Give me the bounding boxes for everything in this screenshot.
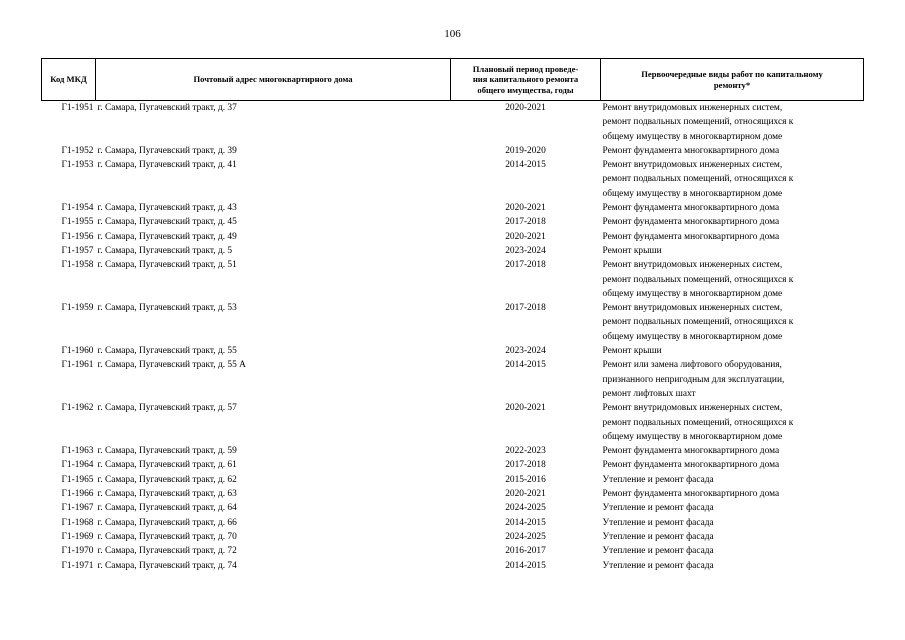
cell-address: г. Самара, Пугачевский тракт, д. 63: [97, 489, 237, 500]
table-row: [42, 158, 864, 201]
cell-address: г. Самара, Пугачевский тракт, д. 72: [97, 546, 237, 557]
cell-address: г. Самара, Пугачевский тракт, д. 49: [97, 231, 237, 242]
cell-period: 2024-2025: [505, 503, 546, 514]
cell-code: Г1-1956: [61, 231, 94, 242]
table-row: [42, 401, 864, 444]
works-line: Ремонт фундамента многоквартирного дома: [602, 145, 780, 156]
cell-address: г. Самара, Пугачевский тракт, д. 43: [97, 203, 237, 214]
cell-period: 2017-2018: [505, 460, 546, 471]
cell-works: [601, 201, 864, 215]
works-line: общему имуществу в многоквартирном доме: [602, 431, 783, 442]
cell-period: 2017-2018: [505, 260, 546, 271]
table-row: [42, 516, 864, 530]
works-line: Ремонт внутридомовых инженерных систем,: [602, 160, 783, 171]
cell-address: г. Самара, Пугачевский тракт, д. 39: [97, 145, 237, 156]
cell-works: [601, 458, 864, 472]
cell-period: 2014-2015: [505, 160, 546, 171]
cell-period: 2016-2017: [505, 546, 546, 557]
table-row: [42, 544, 864, 558]
cell-code: Г1-1963: [61, 446, 94, 457]
works-line: Утепление и ремонт фасада: [602, 503, 714, 514]
cell-period: 2017-2018: [505, 303, 546, 314]
table-row: [42, 530, 864, 544]
works-line: общему имуществу в многоквартирном доме: [602, 288, 783, 299]
cell-code: Г1-1967: [61, 503, 94, 514]
header-period-line: Плановый период проведе-: [472, 63, 579, 74]
header-code: Код МКД: [42, 59, 96, 101]
header-works-line: ремонту*: [713, 79, 751, 90]
works-line: ремонт подвальных помещений, относящихся к: [602, 274, 794, 285]
cell-works: [601, 473, 864, 487]
cell-works: [601, 258, 864, 301]
table-row: [42, 458, 864, 472]
cell-period: 2023-2024: [505, 346, 546, 357]
cell-works: [601, 487, 864, 501]
table-row: [42, 258, 864, 301]
cell-address: г. Самара, Пугачевский тракт, д. 5: [97, 245, 233, 256]
table-header: [42, 59, 864, 101]
works-line: Ремонт фундамента многоквартирного дома: [602, 460, 780, 471]
works-line: Утепление и ремонт фасада: [602, 474, 714, 485]
table-row: [42, 487, 864, 501]
cell-address: г. Самара, Пугачевский тракт, д. 51: [97, 260, 237, 271]
cell-works: [601, 444, 864, 458]
cell-code: Г1-1962: [61, 403, 94, 414]
works-line: признанного непригодным для эксплуатации,: [602, 374, 785, 385]
works-line: общему имуществу в многоквартирном доме: [602, 188, 783, 199]
header-period-line: ния капитального ремонта: [472, 74, 579, 85]
cell-period: 2023-2024: [505, 245, 546, 256]
cell-address: г. Самара, Пугачевский тракт, д. 41: [97, 160, 237, 171]
works-line: ремонт подвальных помещений, относящихся к: [602, 417, 794, 428]
works-line: ремонт подвальных помещений, относящихся к: [602, 117, 794, 128]
cell-period: 2014-2015: [505, 360, 546, 371]
cell-works: [601, 301, 864, 344]
cell-period: 2022-2023: [505, 446, 546, 457]
cell-code: Г1-1955: [61, 217, 94, 228]
table-row: [42, 244, 864, 258]
table-row: [42, 444, 864, 458]
cell-code: Г1-1954: [61, 203, 94, 214]
works-line: ремонт подвальных помещений, относящихся к: [602, 174, 794, 185]
works-line: Ремонт фундамента многоквартирного дома: [602, 203, 780, 214]
cell-period: 2014-2015: [505, 560, 546, 571]
works-line: Ремонт внутридомовых инженерных систем,: [602, 403, 783, 414]
cell-address: г. Самара, Пугачевский тракт, д. 61: [97, 460, 237, 471]
table-row: [42, 344, 864, 358]
cell-period: 2017-2018: [505, 217, 546, 228]
cell-works: [601, 358, 864, 401]
cell-period: 2020-2021: [505, 489, 546, 500]
cell-period: 2020-2021: [505, 231, 546, 242]
cell-code: Г1-1966: [61, 489, 94, 500]
header-works-line: Первоочередные виды работ по капитальному: [641, 69, 823, 79]
cell-address: г. Самара, Пугачевский тракт, д. 37: [97, 103, 237, 113]
cell-period: 2020-2021: [505, 203, 546, 214]
cell-code: Г1-1957: [61, 245, 94, 256]
cell-works: [601, 215, 864, 229]
table-row: [42, 301, 864, 344]
cell-code: Г1-1964: [61, 460, 94, 471]
cell-address: г. Самара, Пугачевский тракт, д. 59: [97, 446, 237, 457]
cell-works: [601, 501, 864, 515]
cell-works: [601, 544, 864, 558]
cell-period: 2020-2021: [505, 403, 546, 414]
table-row: [42, 358, 864, 401]
table-row: [42, 501, 864, 515]
cell-code: Г1-1958: [61, 260, 94, 271]
header-period: [451, 59, 601, 101]
cell-works: [601, 401, 864, 444]
works-line: Ремонт крыши: [602, 346, 662, 357]
table-row: [42, 101, 864, 144]
works-line: ремонт лифтовых шахт: [602, 388, 696, 399]
cell-code: Г1-1952: [61, 145, 94, 156]
cell-address: г. Самара, Пугачевский тракт, д. 62: [97, 474, 237, 485]
cell-works: [601, 101, 864, 144]
cell-works: [601, 530, 864, 544]
cell-works: [601, 244, 864, 258]
works-line: Ремонт фундамента многоквартирного дома: [602, 489, 780, 500]
cell-works: [601, 559, 864, 573]
works-line: Ремонт внутридомовых инженерных систем,: [602, 103, 783, 113]
cell-period: 2020-2021: [505, 103, 546, 113]
cell-address: г. Самара, Пугачевский тракт, д. 64: [97, 503, 237, 514]
works-line: Утепление и ремонт фасада: [602, 531, 714, 542]
works-line: Ремонт или замена лифтового оборудования,: [602, 360, 782, 371]
cell-address: г. Самара, Пугачевский тракт, д. 53: [97, 303, 237, 314]
cell-code: Г1-1971: [61, 560, 94, 571]
works-line: Ремонт фундамента многоквартирного дома: [602, 231, 780, 242]
works-line: Утепление и ремонт фасада: [602, 546, 714, 557]
cell-address: г. Самара, Пугачевский тракт, д. 55 А: [97, 360, 246, 371]
cell-period: 2015-2016: [505, 474, 546, 485]
cell-address: г. Самара, Пугачевский тракт, д. 70: [97, 531, 237, 542]
cell-code: Г1-1959: [61, 303, 94, 314]
cell-code: Г1-1960: [61, 346, 94, 357]
header-period-line: общего имущества, годы: [477, 84, 574, 95]
cell-address: г. Самара, Пугачевский тракт, д. 74: [97, 560, 237, 571]
cell-address: г. Самара, Пугачевский тракт, д. 55: [97, 346, 237, 357]
works-line: Ремонт крыши: [602, 245, 662, 256]
cell-address: г. Самара, Пугачевский тракт, д. 45: [97, 217, 237, 228]
cell-works: [601, 144, 864, 158]
works-line: общему имуществу в многоквартирном доме: [602, 331, 783, 342]
cell-works: [601, 516, 864, 530]
table-row: [42, 201, 864, 215]
header-works: [601, 59, 864, 101]
cell-code: Г1-1951: [61, 103, 94, 113]
cell-works: [601, 158, 864, 201]
works-line: Утепление и ремонт фасада: [602, 517, 714, 528]
works-line: Ремонт внутридомовых инженерных систем,: [602, 260, 783, 271]
cell-code: Г1-1968: [61, 517, 94, 528]
cell-works: [601, 344, 864, 358]
cell-period: 2024-2025: [505, 531, 546, 542]
table-row: [42, 559, 864, 573]
table-body: [42, 101, 864, 573]
table-row: [42, 215, 864, 229]
cell-code: Г1-1961: [61, 360, 94, 371]
cell-address: г. Самара, Пугачевский тракт, д. 66: [97, 517, 237, 528]
works-line: Ремонт внутридомовых инженерных систем,: [602, 303, 783, 314]
table-row: [42, 230, 864, 244]
cell-code: Г1-1970: [61, 546, 94, 557]
cell-code: Г1-1953: [61, 160, 94, 171]
cell-period: 2019-2020: [505, 145, 546, 156]
cell-period: 2014-2015: [505, 517, 546, 528]
works-line: общему имуществу в многоквартирном доме: [602, 131, 783, 142]
cell-code: Г1-1965: [61, 474, 94, 485]
page-number: 106: [444, 28, 461, 40]
cell-address: г. Самара, Пугачевский тракт, д. 57: [97, 403, 237, 414]
cell-code: Г1-1969: [61, 531, 94, 542]
works-line: Утепление и ремонт фасада: [602, 560, 714, 571]
header-address: Почтовый адрес многоквартирного дома: [96, 59, 451, 101]
table-row: [42, 144, 864, 158]
works-line: Ремонт фундамента многоквартирного дома: [602, 217, 780, 228]
cell-works: [601, 230, 864, 244]
table-row: [42, 473, 864, 487]
repair-schedule-table: [41, 58, 864, 573]
works-line: ремонт подвальных помещений, относящихся к: [602, 317, 794, 328]
works-line: Ремонт фундамента многоквартирного дома: [602, 446, 780, 457]
